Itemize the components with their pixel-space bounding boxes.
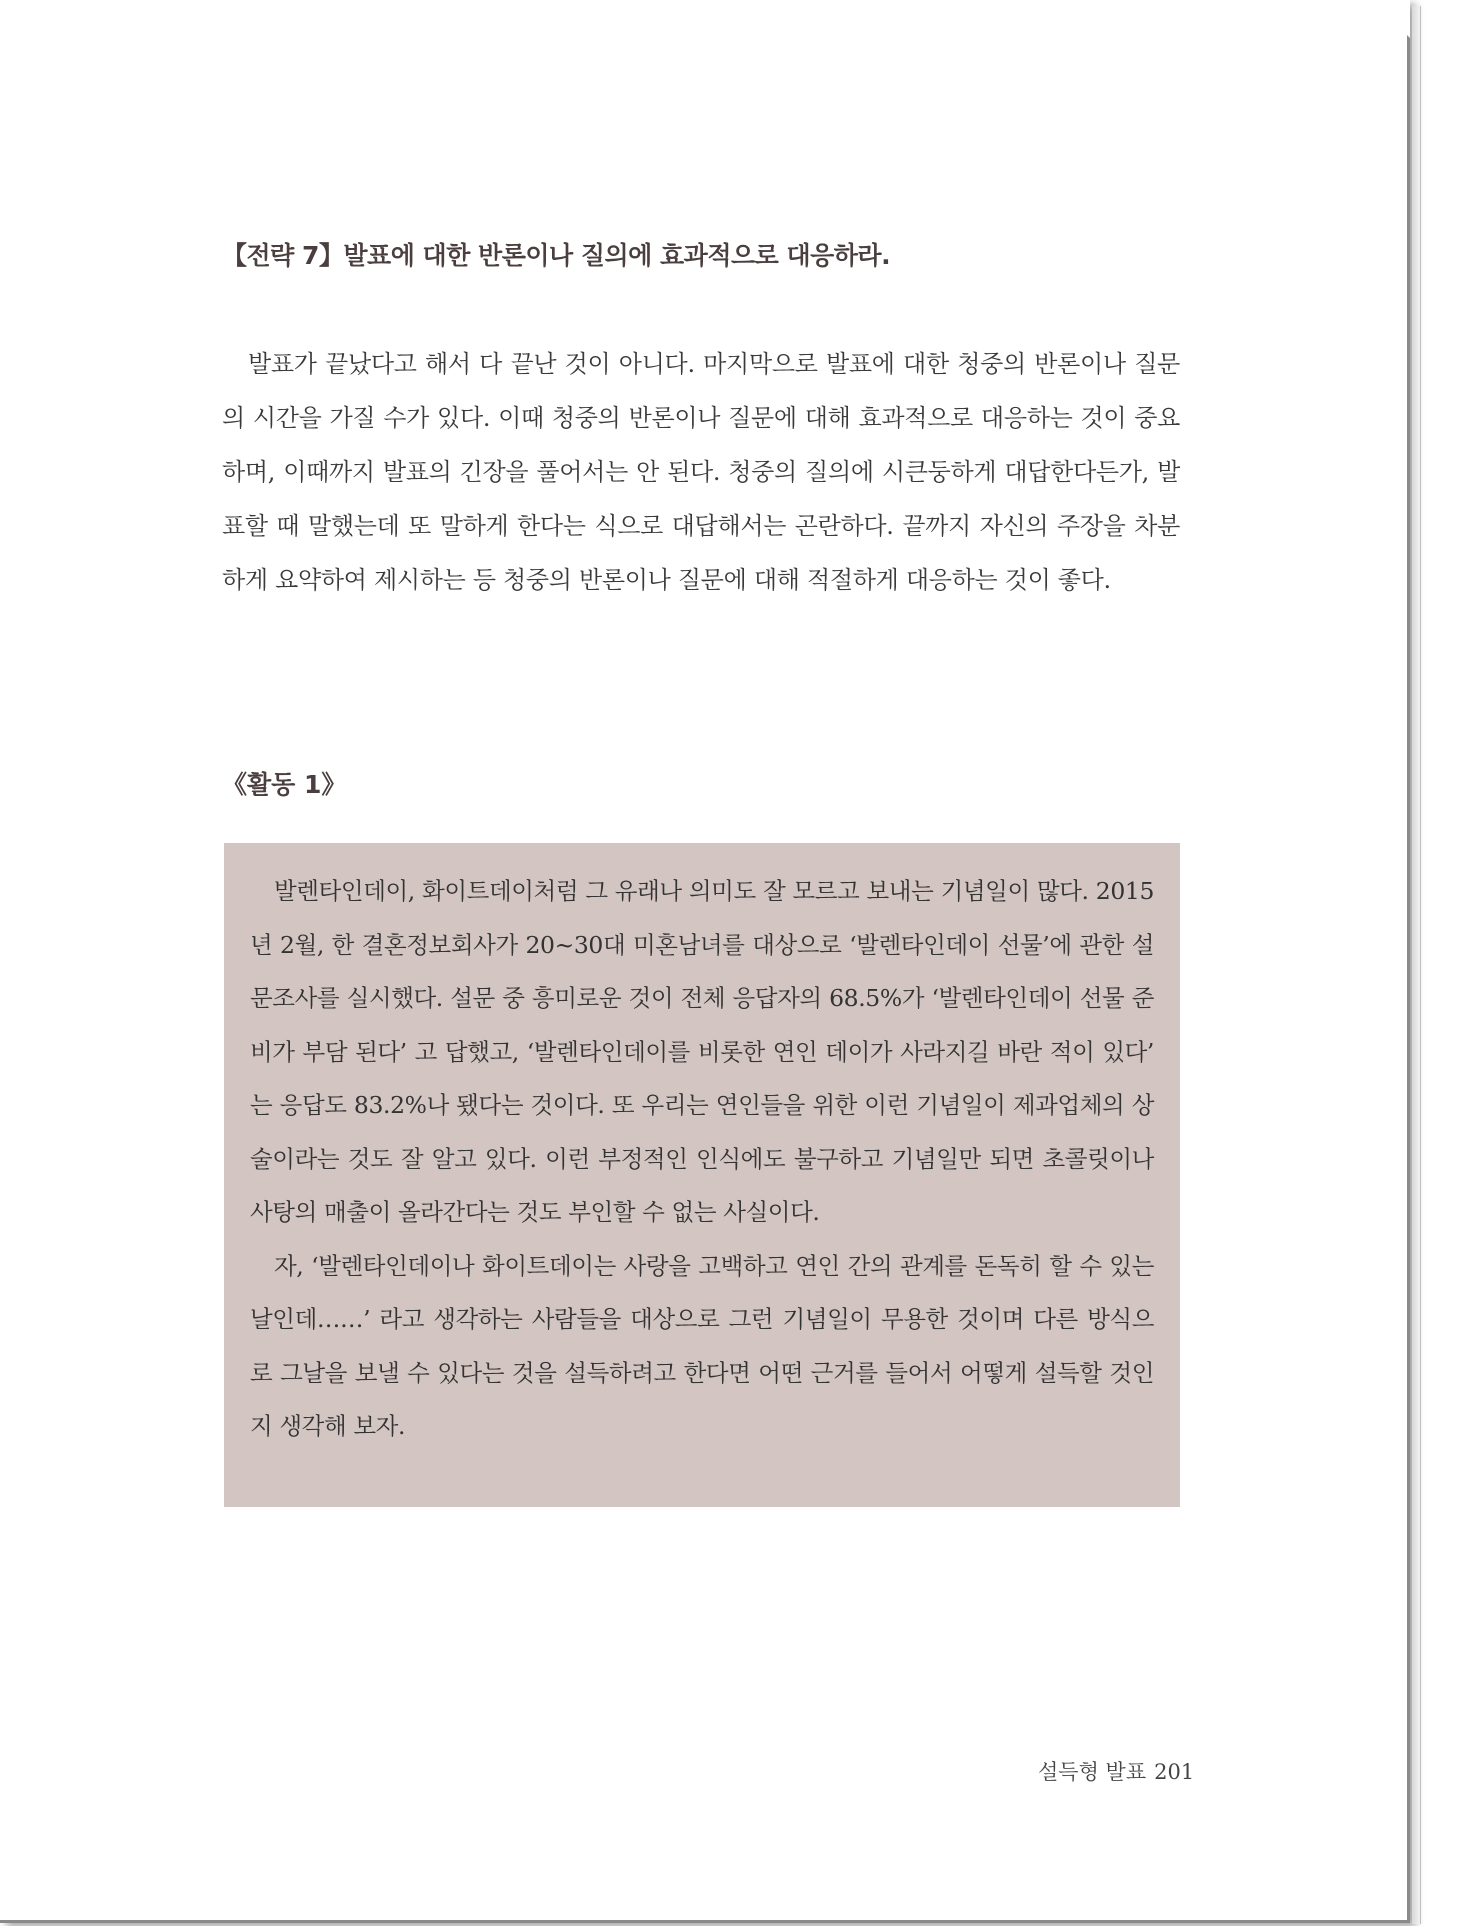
activity-title: 《활동 1》 bbox=[222, 770, 347, 799]
page-number: 201 bbox=[1154, 1760, 1195, 1784]
page-folded-corner bbox=[1372, 0, 1410, 38]
page-footer bbox=[1038, 1756, 1194, 1786]
section-heading: 【전략 7】발표에 대한 반론이나 질의에 효과적으로 대응하라. bbox=[222, 241, 891, 270]
footer-chapter-title: 설득형 발표 bbox=[1038, 1760, 1147, 1784]
page-stack-edge bbox=[1412, 6, 1421, 1924]
activity-box bbox=[224, 843, 1180, 1507]
activity-paragraph-2: 자, ‘발렌타인데이나 화이트데이는 사랑을 고백하고 연인 간의 관계를 돈독히 할 수 있는 날인데……’ 라고 생각하는 사람들을 대상으로 그런 기념일이 무용한 것이며 다른 방식으로 그날을 보낼 수 있다는 것을 설득하려고 한다면 어떤 근거를 들어서 어떻게 설득할 것인지 생각해 보자. bbox=[250, 1251, 1154, 1440]
section-paragraph: 발표가 끝났다고 해서 다 끝난 것이 아니다. 마지막으로 발표에 대한 청중의 반론이나 질문의 시간을 가질 수가 있다. 이때 청중의 반론이나 질문에 대해 효과적으로 대응하는 것이 중요하며, 이때까지 발표의 긴장을 풀어서는 안 된다. 청중의 질의에 시큰둥하게 대답한다든가, 발표할 때 말했는데 또 말하게 한다는 식으로 대답해서는 곤란하다. 끝까지 자신의 주장을 차분하게 요약하여 제시하는 등 청중의 반론이나 질문에 대해 적절하게 대응하는 것이 좋다. bbox=[222, 350, 1180, 594]
activity-paragraph-1: 발렌타인데이, 화이트데이처럼 그 유래나 의미도 잘 모르고 보내는 기념일이 많다. 2015년 2월, 한 결혼정보회사가 20~30대 미혼남녀를 대상으로 ‘발렌타인데이 선물’에 관한 설문조사를 실시했다. 설문 중 흥미로운 것이 전체 응답자의 68.5%가 ‘발렌타인데이 선물 준비가 부담 된다’ 고 답했고, ‘발렌타인데이를 비롯한 연인 데이가 사라지길 바란 적이 있다’ 는 응답도 83.2%나 됐다는 것이다. 또 우리는 연인들을 위한 이런 기념일이 제과업체의 상술이라는 것도 잘 알고 있다. 이런 부정적인 인식에도 불구하고 기념일만 되면 초콜릿이나 사탕의 매출이 올라간다는 것도 부인할 수 없는 사실이다. bbox=[250, 877, 1154, 1226]
